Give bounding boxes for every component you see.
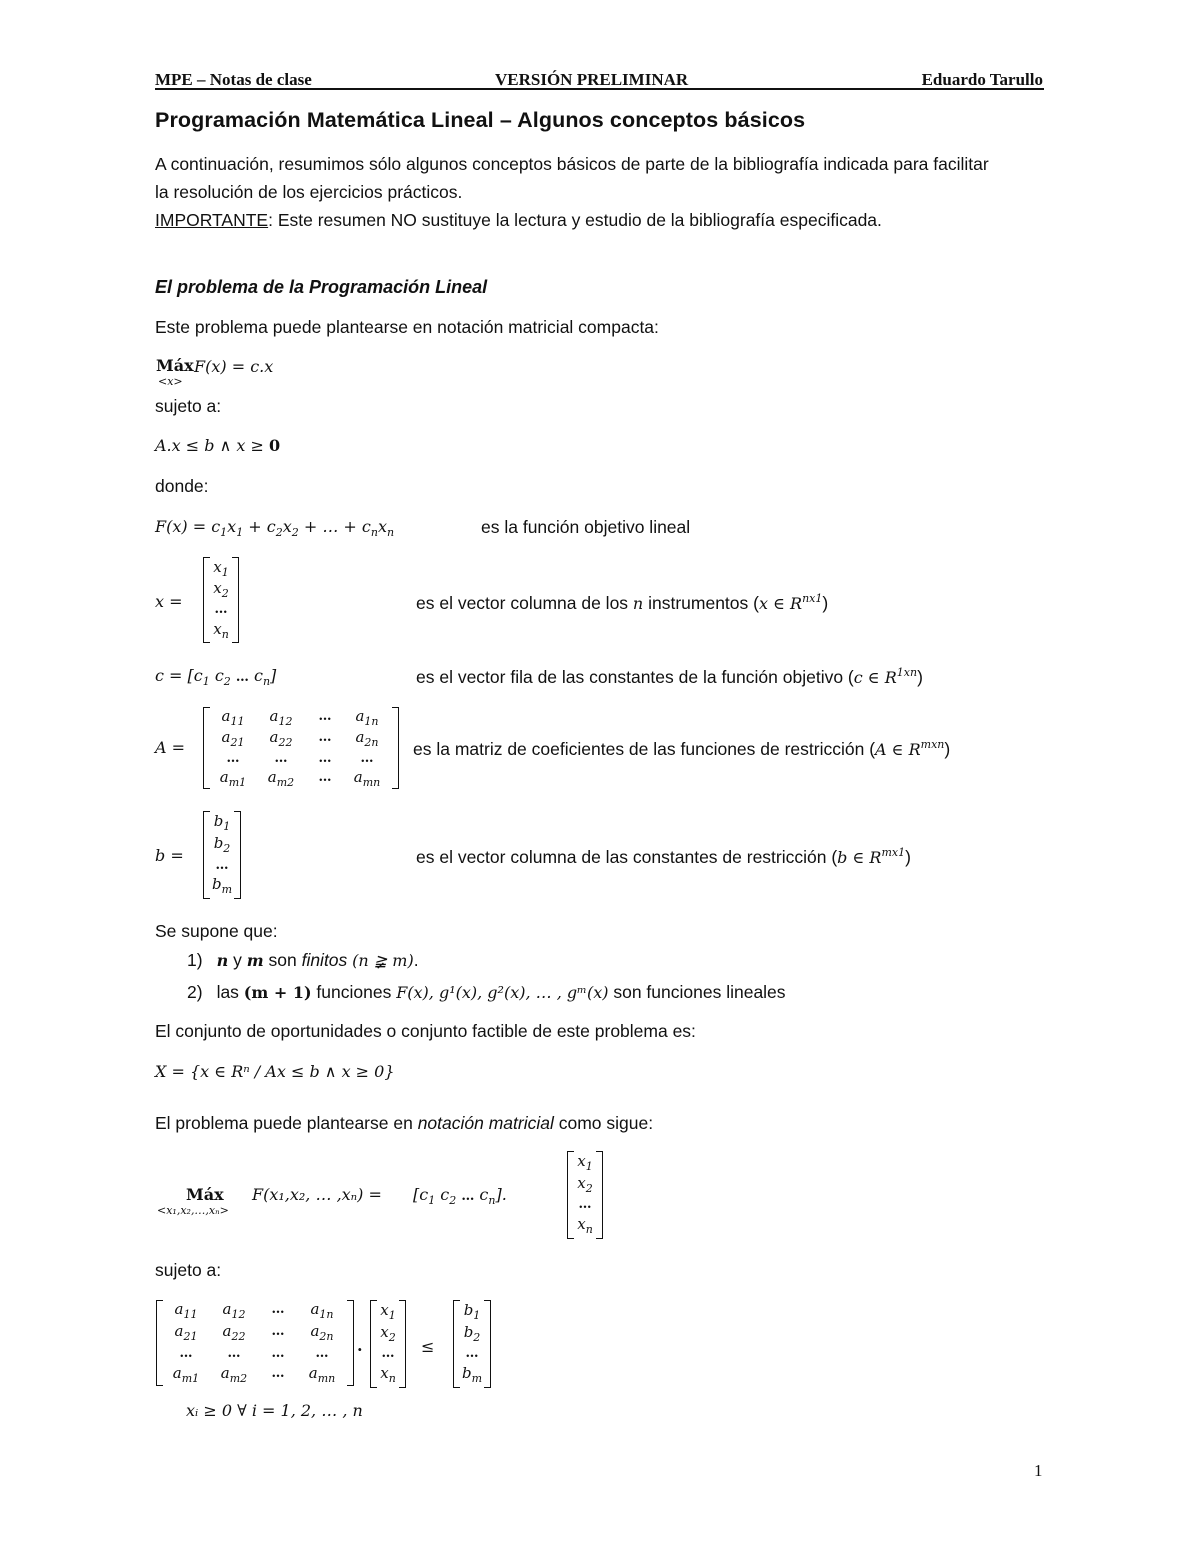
bracket-left bbox=[156, 1300, 163, 1386]
matrix-cell: … bbox=[271, 1366, 285, 1381]
matrix-cell: … bbox=[271, 1302, 285, 1317]
matrix-cell: … bbox=[578, 1197, 592, 1212]
matrix-cell: … bbox=[318, 709, 332, 724]
bracket-right bbox=[392, 707, 399, 789]
page-number: 1 bbox=[1034, 1461, 1043, 1480]
matrix-cell: $a_{m2}$ bbox=[220, 1364, 248, 1385]
matrix-cell: … bbox=[226, 751, 240, 766]
matrix-cell: $a_{11}$ bbox=[221, 707, 245, 728]
close-paren: ) bbox=[822, 592, 829, 613]
matrix-cell: … bbox=[227, 1346, 241, 1361]
intro-italic: notación matricial bbox=[417, 1113, 554, 1133]
c-row-vector: $c = [c_1$ $c_2$ … $c_n$] bbox=[155, 666, 277, 689]
header-center: VERSIÓN PRELIMINAR bbox=[495, 70, 689, 89]
page-title: Programación Matemática Lineal – Algunos conceptos básicos bbox=[155, 108, 806, 132]
matrix-cell: $a_{12}$ bbox=[222, 1300, 246, 1321]
c-desc bbox=[416, 666, 923, 688]
item1-son: son bbox=[263, 950, 302, 970]
matrix-cell: $a_{22}$ bbox=[222, 1322, 246, 1343]
objective-expanded: F(x₁,x₂, … ,xₙ) = bbox=[252, 1185, 382, 1204]
header-rule bbox=[155, 88, 1044, 90]
non-negativity: xᵢ ≥ 0 ∀ i = 1, 2, … , n bbox=[186, 1401, 363, 1420]
constraint-text: A.x ≤ b ∧ x ≥ bbox=[155, 436, 269, 455]
c-desc-text: es el vector fila de las constantes de la función objetivo ( bbox=[416, 666, 854, 687]
max-subscript: <x> bbox=[158, 375, 183, 388]
item-number: 1) bbox=[187, 950, 203, 970]
matrix-cell: … bbox=[179, 1346, 193, 1361]
intro-line-2: la resolución de los ejercicios prácticos. bbox=[155, 182, 463, 202]
important-text: : Este resumen NO sustituye la lectura y estudio de la bibliografía especificada. bbox=[268, 210, 882, 230]
matrix-cell: $a_{m2}$ bbox=[267, 768, 295, 789]
item2-pre: las bbox=[216, 982, 244, 1002]
c-set: c ∈ R bbox=[853, 667, 897, 687]
x-desc-n: n bbox=[632, 593, 644, 613]
c-row-vector-2: [$c_1$ $c_2$ … $c_n$]. bbox=[413, 1185, 507, 1208]
item1-finite: finitos bbox=[301, 950, 348, 970]
A-coefficient-matrix-2 bbox=[156, 1300, 354, 1386]
matrix-cell: $a_{2n}$ bbox=[355, 728, 379, 749]
bracket-left bbox=[203, 707, 210, 789]
close-paren: ) bbox=[944, 738, 951, 759]
item2-end: son funciones lineales bbox=[613, 982, 786, 1002]
objective-function: F(x) = c.x bbox=[194, 357, 274, 376]
matrix-cell: $x_1$ bbox=[213, 558, 229, 579]
matrix-cell: … bbox=[315, 1346, 329, 1361]
matrix-cell: … bbox=[215, 858, 229, 873]
item2-m-plus-1: (m + 1) bbox=[243, 983, 312, 1002]
max-word: Máx bbox=[156, 356, 194, 375]
matrix-cell: … bbox=[271, 1324, 285, 1339]
important-note bbox=[155, 210, 882, 231]
x-column-vector bbox=[203, 557, 239, 643]
header-left: MPE – Notas de clase bbox=[155, 70, 312, 89]
matrix-cell: $x_n$ bbox=[213, 620, 229, 641]
x-desc bbox=[416, 592, 828, 614]
matrix-cell: $a_{12}$ bbox=[269, 707, 293, 728]
b-desc bbox=[416, 846, 911, 868]
subject-to-label: sujeto a: bbox=[155, 396, 222, 416]
max-subscript-2: <x₁,x₂,…,xₙ> bbox=[157, 1204, 229, 1217]
matrix-cell: … bbox=[381, 1346, 395, 1361]
A-set-sup: mxn bbox=[920, 738, 945, 751]
matrix-cell: $a_{mn}$ bbox=[353, 768, 381, 789]
item1-condition: (n ≩ m) bbox=[352, 951, 414, 970]
close-paren: ) bbox=[905, 846, 911, 867]
matrix-cell: $a_{2n}$ bbox=[310, 1322, 334, 1343]
A-equals: A = bbox=[155, 738, 186, 757]
matrix-cell: … bbox=[318, 730, 332, 745]
matrix-cell: $a_{m1}$ bbox=[172, 1364, 200, 1385]
max-word-2: Máx bbox=[186, 1185, 224, 1204]
A-desc bbox=[413, 738, 950, 760]
intro-pre: El problema puede plantearse en bbox=[155, 1113, 418, 1133]
matrix-cell: $a_{1n}$ bbox=[355, 707, 379, 728]
A-desc-text: es la matriz de coeficientes de las funciones de restricción ( bbox=[413, 738, 876, 759]
matrix-cell: $b_2$ bbox=[463, 1323, 481, 1344]
matrix-cell: … bbox=[318, 751, 332, 766]
matrix-cell: … bbox=[271, 1346, 285, 1361]
b-equals: b = bbox=[155, 846, 184, 865]
matrix-cell: $x_1$ bbox=[380, 1301, 396, 1322]
objective-desc: es la función objetivo lineal bbox=[481, 517, 691, 537]
constraint-compact bbox=[155, 436, 280, 455]
matrix-cell: … bbox=[360, 751, 374, 766]
matrix-cell: $a_{22}$ bbox=[269, 728, 293, 749]
matrix-cell: $b_m$ bbox=[461, 1364, 483, 1385]
matrix-cell: … bbox=[318, 770, 332, 785]
bracket-right bbox=[347, 1300, 354, 1386]
intro-post: como sigue: bbox=[553, 1113, 654, 1133]
compact-intro: Este problema puede plantearse en notación matricial compacta: bbox=[155, 317, 659, 337]
item-number: 2) bbox=[187, 982, 203, 1002]
b-desc-text: es el vector columna de las constantes de restricción ( bbox=[416, 846, 838, 867]
matrix-cell: $x_1$ bbox=[577, 1152, 593, 1173]
x-column-vector-2 bbox=[567, 1151, 603, 1239]
objective-expansion: $F(x) = c_1x_1 + c_2x_2$ + … + $c_nx_n$ bbox=[155, 517, 395, 540]
matrix-cell: $b_1$ bbox=[213, 812, 231, 833]
c-set-sup: 1xn bbox=[896, 666, 918, 679]
b-set: b ∈ R bbox=[837, 847, 882, 867]
header-right: Eduardo Tarullo bbox=[921, 70, 1043, 89]
feasible-set: X = {x ∈ Rⁿ / Ax ≤ b ∧ x ≥ 0} bbox=[155, 1062, 395, 1081]
assumptions-intro: Se supone que: bbox=[155, 921, 278, 941]
intro-line-1: A continuación, resumimos sólo algunos conceptos básicos de parte de la bibliografía indicada para facilitar bbox=[155, 154, 989, 174]
matrix-cell: $a_{m1}$ bbox=[219, 768, 247, 789]
dot-operator: . bbox=[357, 1336, 363, 1355]
x-column-vector-3 bbox=[370, 1300, 406, 1388]
subject-to-label-2: sujeto a: bbox=[155, 1260, 222, 1280]
b-column-vector-2 bbox=[453, 1300, 491, 1388]
matrix-cell: $x_2$ bbox=[577, 1174, 593, 1195]
leq-symbol: ≤ bbox=[421, 1337, 435, 1356]
matrix-cell: $a_{21}$ bbox=[221, 728, 245, 749]
close-paren: ) bbox=[917, 666, 923, 687]
x-set-sup: nx1 bbox=[802, 592, 823, 605]
x-set: x ∈ R bbox=[758, 593, 803, 613]
item2-mid: funciones bbox=[311, 982, 397, 1002]
item2-functions: F(x), g¹(x), g²(x), … , gᵐ(x) bbox=[396, 983, 609, 1002]
matrix-cell: $x_2$ bbox=[213, 579, 229, 600]
matrix-cell: … bbox=[214, 602, 228, 617]
x-desc-pre: es el vector columna de los bbox=[416, 592, 633, 613]
matrix-cell: $a_{11}$ bbox=[174, 1300, 198, 1321]
b-set-sup: mx1 bbox=[881, 846, 906, 859]
feasible-intro: El conjunto de oportunidades o conjunto factible de este problema es: bbox=[155, 1021, 696, 1041]
b-column-vector bbox=[203, 811, 241, 899]
matrix-cell: $b_2$ bbox=[213, 834, 231, 855]
item1-pre: y bbox=[228, 950, 247, 970]
item1-end: . bbox=[413, 950, 419, 970]
zero-vector: 0 bbox=[268, 436, 281, 455]
matrix-notation-intro bbox=[155, 1113, 653, 1134]
matrix-cell: $b_1$ bbox=[463, 1301, 481, 1322]
section-title: El problema de la Programación Lineal bbox=[155, 277, 488, 297]
matrix-cell: $x_2$ bbox=[380, 1323, 396, 1344]
matrix-cell: … bbox=[274, 751, 288, 766]
A-coefficient-matrix bbox=[203, 707, 399, 789]
matrix-cell: $x_n$ bbox=[380, 1364, 396, 1385]
x-desc-post: instrumentos ( bbox=[643, 592, 759, 613]
matrix-cell: $a_{21}$ bbox=[174, 1322, 198, 1343]
x-equals: x = bbox=[155, 592, 183, 611]
matrix-cell: $a_{mn}$ bbox=[308, 1364, 336, 1385]
A-set: A ∈ R bbox=[875, 739, 921, 759]
donde-label: donde: bbox=[155, 476, 209, 496]
matrix-cell: $b_m$ bbox=[211, 875, 233, 896]
matrix-cell: $x_n$ bbox=[577, 1215, 593, 1236]
assumption-1: 1) n y m son finitos (n ≩ m). bbox=[187, 950, 419, 970]
important-label: IMPORTANTE bbox=[155, 210, 269, 230]
matrix-cell: $a_{1n}$ bbox=[310, 1300, 334, 1321]
assumption-2 bbox=[187, 982, 786, 1003]
matrix-cell: … bbox=[465, 1346, 479, 1361]
